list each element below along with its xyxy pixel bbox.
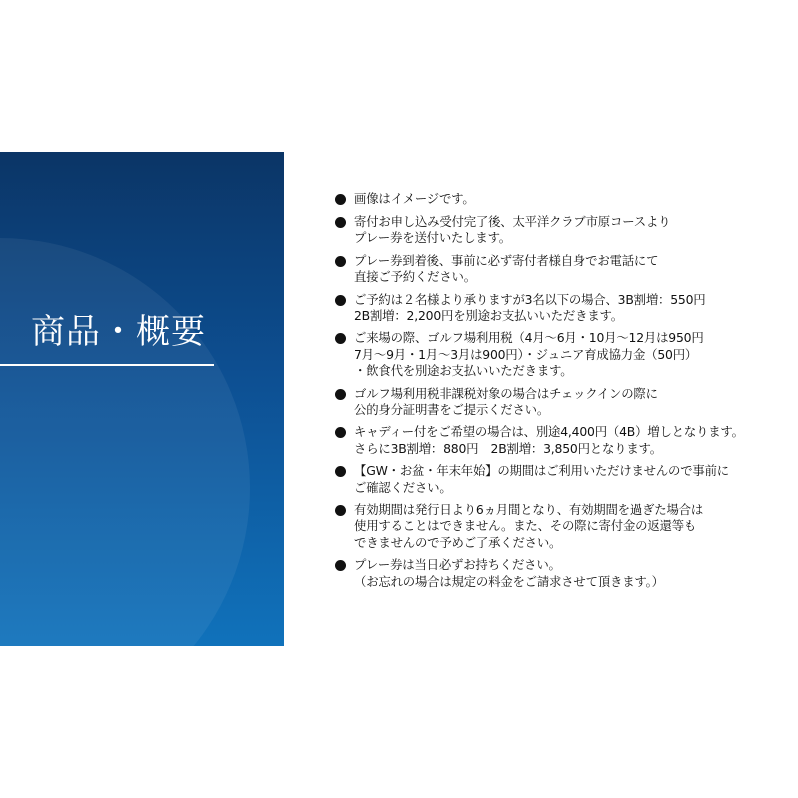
bullet-icon xyxy=(335,333,346,344)
note-line: 寄付お申し込み受付完了後、太平洋クラブ市原コースより xyxy=(354,213,671,229)
note-line: ・飲食代を別途お支払いいただきます。 xyxy=(354,362,573,378)
note-item xyxy=(334,502,786,551)
note-item xyxy=(334,557,786,589)
bullet-icon xyxy=(335,505,346,516)
bullet-icon xyxy=(335,466,346,477)
note-line: （お忘れの場合は規定の料金をご請求させて頂きます。） xyxy=(354,573,664,589)
panel-title: 商品・概要 xyxy=(31,312,206,352)
note-line: さらに3B割増：880円 2B割増：3,850円となります。 xyxy=(354,440,662,456)
bullet-icon xyxy=(335,560,346,571)
note-item xyxy=(334,386,786,418)
note-item xyxy=(334,253,786,285)
note-line: ご確認ください。 xyxy=(354,479,452,495)
note-item xyxy=(334,463,786,495)
decorative-circle xyxy=(0,238,250,646)
bullet-icon xyxy=(335,295,346,306)
note-line: キャディー付をご希望の場合は、別途4,400円（4B）増しとなります。 xyxy=(354,424,744,440)
note-line: 画像はイメージです。 xyxy=(354,191,475,206)
note-line: プレー券を送付いたします。 xyxy=(354,229,511,245)
note-line: プレー券は当日必ずお持ちください。 xyxy=(354,557,561,573)
note-item xyxy=(334,330,786,379)
notes-list xyxy=(334,191,786,596)
note-line: 2B割増：2,200円を別途お支払いいただきます。 xyxy=(354,307,623,323)
note-line: できませんので予めご了承ください。 xyxy=(354,534,562,550)
note-line: プレー券到着後、事前に必ず寄付者様自身でお電話にて xyxy=(354,252,659,268)
note-line: 7月～9月・1月～3月は900円）・ジュニア育成協力金（50円） xyxy=(354,346,698,362)
bullet-icon xyxy=(335,194,346,205)
bullet-icon xyxy=(335,389,346,400)
bullet-icon xyxy=(335,427,346,438)
title-underline xyxy=(0,364,214,366)
note-item xyxy=(334,191,786,207)
bullet-icon xyxy=(335,217,346,228)
overview-panel xyxy=(0,152,284,646)
note-item xyxy=(334,214,786,246)
note-item xyxy=(334,292,786,324)
note-item xyxy=(334,424,786,456)
note-line: ゴルフ場利用税非課税対象の場合はチェックインの際に xyxy=(354,385,658,401)
note-line: 有効期間は発行日より6ヵ月間となり、有効期間を過ぎた場合は xyxy=(354,502,704,518)
note-line: 使用することはできません。また、その際に寄付金の返還等も xyxy=(354,518,697,534)
note-line: ご予約は２名様より承りますが3名以下の場合、3B割増：550円 xyxy=(354,291,706,307)
note-line: 公的身分証明書をご提示ください。 xyxy=(354,401,550,417)
note-line: 【GW・お盆・年末年始】の期間はご利用いただけませんので事前に xyxy=(354,463,729,479)
note-line: ご来場の際、ゴルフ場利用税（4月～6月・10月～12月は950円 xyxy=(354,330,704,346)
note-line: 直接ご予約ください。 xyxy=(354,268,476,284)
bullet-icon xyxy=(335,256,346,267)
